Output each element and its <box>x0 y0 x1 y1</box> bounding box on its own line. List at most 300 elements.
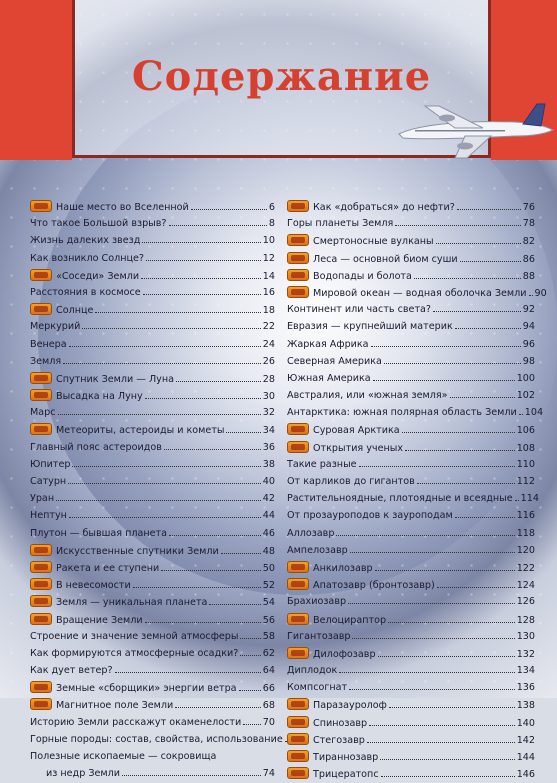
toc-entry-title: Тираннозавр <box>313 752 379 763</box>
dot-leader <box>369 725 515 726</box>
toc-entry-title: Дилофозавр <box>313 648 376 660</box>
dot-leader <box>175 707 261 708</box>
toc-entry[interactable] <box>30 525 275 542</box>
page-title: Содержание <box>131 53 432 100</box>
toc-page-number: 104 <box>524 407 544 419</box>
toc-entry-title: Как «добраться» до нефти? <box>313 202 455 213</box>
toc-entry[interactable] <box>287 421 535 438</box>
toc-entry-title: Земля — уникальная планета <box>56 597 208 609</box>
toc-entry-title: Магнитное поле Земли <box>56 700 174 712</box>
toc-entry[interactable] <box>287 215 535 232</box>
toc-entry-title: Открытия ученых <box>313 442 404 454</box>
toc-entry[interactable] <box>287 301 535 318</box>
dot-leader <box>457 209 521 210</box>
toc-page-number: 124 <box>516 580 535 592</box>
toc-entry-title: Стегозавр <box>313 734 365 746</box>
3d-badge-icon <box>30 698 52 710</box>
dot-leader <box>373 380 515 381</box>
toc-page-number: 94 <box>522 321 535 333</box>
toc-entry[interactable] <box>30 250 275 267</box>
dot-leader <box>145 622 261 623</box>
toc-page-number: 10 <box>262 235 275 247</box>
toc-page-number: 74 <box>262 768 275 780</box>
toc-entry[interactable] <box>30 576 275 593</box>
3d-badge-icon <box>287 561 309 573</box>
toc-page-number: 48 <box>262 545 275 557</box>
dot-leader <box>63 363 261 364</box>
toc-entry-title: Как дует ветер? <box>30 665 113 677</box>
toc-entry-title: Аллозавр <box>287 527 335 539</box>
toc-page-number: 120 <box>516 544 535 556</box>
toc-entry-title: Спутник Земли — Луна <box>56 373 174 385</box>
toc-entry-title: Плутон — бывшая планета <box>30 527 167 539</box>
3d-badge-icon <box>30 269 52 281</box>
toc-entry-title: Что такое Большой взрыв? <box>30 218 167 230</box>
toc-page-number: 36 <box>262 441 275 453</box>
toc-entry[interactable] <box>30 593 275 610</box>
toc-entry-title: «Соседи» Земли <box>56 270 140 282</box>
toc-page-number: 128 <box>516 614 535 626</box>
toc-entry-title: Паразауролоф <box>313 700 387 712</box>
toc-page-number: 132 <box>516 648 535 660</box>
toc-entry-title: Горы планеты Земля <box>287 218 394 230</box>
3d-badge-icon <box>287 698 309 710</box>
dot-leader <box>388 622 515 623</box>
toc-page-number: 26 <box>262 355 275 367</box>
toc-entry-title: Земля <box>30 355 62 367</box>
3d-badge-icon <box>287 252 309 264</box>
toc-entry-title: Вращение Земли <box>56 614 143 626</box>
dot-leader <box>436 243 521 244</box>
toc-entry[interactable] <box>30 662 275 679</box>
dot-leader <box>450 397 515 398</box>
dot-leader <box>433 311 521 312</box>
dot-leader <box>69 346 261 347</box>
3d-badge-icon <box>287 200 309 212</box>
toc-page-number: 24 <box>262 338 275 350</box>
dot-leader <box>161 570 261 571</box>
dot-leader <box>209 604 260 605</box>
toc-entry[interactable] <box>287 662 535 679</box>
dot-leader <box>133 587 261 588</box>
dot-leader <box>414 278 521 279</box>
dot-leader <box>221 553 261 554</box>
dot-leader <box>349 689 515 690</box>
toc-entry[interactable] <box>30 490 275 507</box>
toc-entry-title: Сатурн <box>30 476 67 487</box>
toc-entry-title: Трицератопс <box>313 769 379 781</box>
toc-page-number: 30 <box>262 391 275 403</box>
toc-entry-title: Диплодок <box>287 665 338 677</box>
dot-leader <box>115 672 261 673</box>
toc-page-number: 66 <box>262 683 275 695</box>
3d-badge-icon <box>30 561 52 573</box>
toc-entry-title: В невесомости <box>56 580 131 592</box>
3d-badge-icon <box>30 595 52 607</box>
toc-page-number: 122 <box>516 562 535 574</box>
toc-entry-title: Горные породы: состав, свойства, использование <box>30 733 283 745</box>
toc-entry[interactable] <box>30 267 275 284</box>
3d-badge-icon <box>287 441 309 453</box>
dot-leader <box>367 742 515 743</box>
dot-leader <box>58 414 261 415</box>
toc-entry-title: Юпитер <box>30 458 71 470</box>
toc-entry[interactable] <box>287 267 535 284</box>
dot-leader <box>336 535 514 536</box>
toc-page-number: 12 <box>262 252 275 264</box>
toc-entry-title: Земные «сборщики» энергии ветра <box>56 683 237 695</box>
dot-leader <box>380 759 514 760</box>
toc-page-number: 90 <box>534 287 547 299</box>
dot-leader <box>95 312 260 313</box>
3d-badge-icon <box>287 286 309 298</box>
toc-entry[interactable] <box>30 473 275 490</box>
toc-entry-title: Антарктика: южная полярная область Земли <box>287 407 517 419</box>
dot-leader <box>69 517 261 518</box>
dot-leader <box>142 242 260 243</box>
toc-entry-title: Главный пояс астероидов <box>30 441 162 453</box>
toc-entry[interactable] <box>287 404 544 421</box>
toc-page-number: 68 <box>262 700 275 712</box>
toc-entry[interactable] <box>30 456 275 473</box>
toc-entry-title: Венера <box>30 338 67 350</box>
toc-entry-title: Спинозавр <box>313 717 368 729</box>
toc-page-number: 112 <box>516 476 535 487</box>
toc-entry-title: Евразия — крупнейший материк <box>287 321 453 333</box>
toc-page-number: 62 <box>262 647 275 659</box>
dot-leader <box>460 261 521 262</box>
toc-page-number: 96 <box>522 338 535 350</box>
toc-entry[interactable] <box>30 714 275 731</box>
toc-entry-title: Жизнь далеких звезд <box>30 235 141 247</box>
toc-entry[interactable] <box>287 714 535 731</box>
toc-entry[interactable] <box>287 696 535 713</box>
toc-entry[interactable] <box>30 645 275 662</box>
toc-entry-title: Леса — основной биом суши <box>313 253 458 265</box>
dot-leader <box>191 209 267 210</box>
toc-page-number: 76 <box>522 202 535 213</box>
toc-page-number: 142 <box>516 734 535 746</box>
toc-entry-title: Как формируются атмосферные осадки? <box>30 647 239 659</box>
dot-leader <box>146 260 261 261</box>
toc-left-column <box>30 198 283 782</box>
3d-badge-icon <box>287 716 309 728</box>
dot-leader <box>226 432 260 433</box>
toc-entry[interactable] <box>287 318 535 335</box>
toc-entry-title: От прозауроподов к зауроподам <box>287 510 453 522</box>
toc-entry[interactable] <box>30 611 275 628</box>
toc-entry[interactable] <box>287 679 535 696</box>
toc-entry[interactable] <box>30 765 275 782</box>
dot-leader <box>56 500 261 501</box>
toc-page-number: 40 <box>262 476 275 487</box>
toc-page-number: 144 <box>516 752 535 763</box>
dot-leader <box>143 294 261 295</box>
toc-entry[interactable] <box>30 421 275 438</box>
toc-page-number: 138 <box>516 700 535 712</box>
toc-entry[interactable] <box>30 628 275 645</box>
toc-entry[interactable] <box>30 370 275 387</box>
dot-leader <box>402 432 515 433</box>
dot-leader <box>141 278 261 279</box>
toc-entry[interactable] <box>30 387 275 404</box>
toc-entry[interactable] <box>30 696 275 713</box>
dot-leader <box>169 225 267 226</box>
dot-leader <box>350 552 515 553</box>
dot-leader <box>240 638 260 639</box>
toc-entry[interactable] <box>287 507 535 524</box>
toc-page-number: 22 <box>262 321 275 333</box>
toc-page-number: 88 <box>522 270 535 282</box>
toc-entry[interactable] <box>287 370 535 387</box>
toc-entry-title: Гигантозавр <box>287 630 351 642</box>
dot-leader <box>455 517 515 518</box>
toc-entry[interactable] <box>287 490 539 507</box>
3d-badge-icon <box>30 578 52 590</box>
dot-leader <box>417 483 515 484</box>
toc-page-number: 108 <box>516 442 535 454</box>
toc-page-number: 86 <box>522 253 535 265</box>
toc-page-number: 50 <box>262 562 275 574</box>
toc-entry-title: из недр Земли <box>46 768 120 780</box>
3d-badge-icon <box>287 613 309 625</box>
toc-entry-title: Полезные ископаемые — сокровища <box>30 751 217 762</box>
toc-entry-title: Как возникло Солнце? <box>30 252 145 264</box>
toc-page-number: 102 <box>516 390 535 402</box>
toc-page-number: 16 <box>262 286 275 298</box>
toc-entry[interactable] <box>30 748 275 765</box>
toc-entry-title: Искусственные спутники Земли <box>56 545 219 557</box>
toc-entry[interactable] <box>30 542 275 559</box>
3d-badge-icon <box>30 423 52 435</box>
dot-leader <box>381 776 515 777</box>
toc-entry[interactable] <box>287 748 535 765</box>
3d-badge-icon <box>287 647 309 659</box>
3d-badge-icon <box>287 269 309 281</box>
toc-page-number: 18 <box>262 305 275 317</box>
dot-leader <box>122 775 261 776</box>
dot-leader <box>371 346 521 347</box>
toc-entry-title: Высадка на Луну <box>56 391 143 403</box>
toc-page-number: 110 <box>516 458 535 470</box>
toc-page-number: 130 <box>516 630 535 642</box>
toc-entry[interactable] <box>287 353 535 370</box>
toc-page-number: 118 <box>516 527 535 539</box>
toc-entry-title: Наше место во Вселенной <box>56 202 189 213</box>
3d-badge-icon <box>287 423 309 435</box>
toc-page-number: 98 <box>522 355 535 367</box>
toc-page-number: 42 <box>262 493 275 505</box>
3d-badge-icon <box>287 767 309 779</box>
3d-badge-icon <box>30 372 52 384</box>
toc-entry-title: Северная Америка <box>287 355 382 367</box>
dot-leader <box>240 655 260 656</box>
toc-entry-title: Расстояния в космосе <box>30 286 141 298</box>
toc-page-number: 32 <box>262 407 275 419</box>
toc-entry[interactable] <box>287 542 535 559</box>
toc-entry[interactable] <box>287 645 535 662</box>
toc-entry[interactable] <box>30 198 275 215</box>
toc-entry-title: Историю Земли расскажут окаменелости <box>30 716 242 728</box>
3d-badge-icon <box>287 578 309 590</box>
3d-badge-icon <box>30 303 52 315</box>
toc-entry[interactable] <box>30 284 275 301</box>
dot-leader <box>515 500 519 501</box>
toc-entry[interactable] <box>287 439 535 456</box>
toc-entry-title: Жаркая Африка <box>287 338 369 350</box>
toc-entry-title: Марс <box>30 407 56 419</box>
toc-page-number: 70 <box>262 716 275 728</box>
toc-entry[interactable] <box>30 301 275 318</box>
dot-leader <box>82 328 260 329</box>
toc-entry[interactable] <box>30 318 275 335</box>
toc-page-number: 44 <box>262 510 275 522</box>
toc-entry[interactable] <box>30 559 275 576</box>
dot-leader <box>384 363 521 364</box>
toc-entry[interactable] <box>30 232 275 249</box>
toc-entry-title: Уран <box>30 493 55 505</box>
toc-entry[interactable] <box>287 232 535 249</box>
dot-leader <box>437 587 515 588</box>
toc-entry[interactable] <box>30 679 275 696</box>
toc-entry[interactable] <box>287 198 535 215</box>
toc-entry[interactable] <box>30 353 275 370</box>
toc-entry[interactable] <box>287 336 535 353</box>
dot-leader <box>455 328 521 329</box>
dot-leader <box>176 381 261 382</box>
toc-entry-title: Австралия, или «южная земля» <box>287 390 448 402</box>
toc-entry-title: Брахиозавр <box>287 596 347 608</box>
toc-entry-title: Солнце <box>56 305 94 317</box>
toc-page-number: 34 <box>262 425 275 437</box>
dot-leader <box>68 483 261 484</box>
toc-entry[interactable] <box>287 611 535 628</box>
toc-entry[interactable] <box>30 215 275 232</box>
toc-page-number: 92 <box>522 304 535 316</box>
toc-entry-title: От карликов до гигантов <box>287 476 415 487</box>
dot-leader <box>378 656 515 657</box>
toc-entry-title: Меркурий <box>30 321 81 333</box>
dot-leader <box>395 225 520 226</box>
toc-page-number: 106 <box>516 425 535 437</box>
dot-leader <box>359 466 515 467</box>
toc-page-number: 54 <box>262 597 275 609</box>
toc-entry[interactable] <box>30 336 275 353</box>
toc-entry-title: Мировой океан — водная оболочка Земли <box>313 287 527 299</box>
toc-entry-title: Метеориты, астероиды и кометы <box>56 425 225 437</box>
toc-entry[interactable] <box>287 250 535 267</box>
3d-badge-icon <box>30 613 52 625</box>
toc-entry-title: Южная Америка <box>287 372 371 384</box>
toc-page-number: 64 <box>262 665 275 677</box>
toc-page-number: 8 <box>268 218 275 230</box>
toc-page-number: 146 <box>516 769 535 781</box>
toc-entry[interactable] <box>287 284 547 301</box>
red-band-left <box>0 0 72 160</box>
dot-leader <box>389 707 515 708</box>
toc-page-number: 6 <box>268 202 275 213</box>
dot-leader <box>72 466 260 467</box>
toc-entry[interactable] <box>287 628 535 645</box>
toc-entry-title: Велоцираптор <box>313 614 387 626</box>
dot-leader <box>339 672 514 673</box>
3d-badge-icon <box>287 234 309 246</box>
toc-page-number: 14 <box>262 270 275 282</box>
toc-entry-title: Смертоносные вулканы <box>313 236 434 248</box>
toc-right-column <box>287 198 547 782</box>
toc-entry[interactable] <box>287 525 535 542</box>
dot-leader <box>348 603 515 604</box>
toc-entry-title: Континент или часть света? <box>287 304 432 316</box>
toc-entry-title: Апатозавр (бронтозавр) <box>313 580 435 592</box>
airplane-icon <box>395 98 557 162</box>
toc-entry-title: Суровая Арктика <box>313 425 400 437</box>
toc-entry[interactable] <box>287 559 535 576</box>
toc-entry[interactable] <box>287 593 535 610</box>
toc-entry-title: Водопады и болота <box>313 270 412 282</box>
dot-leader <box>243 724 261 725</box>
toc-entry-title: Ампелозавр <box>287 544 348 556</box>
toc-entry-title: Растительноядные, плотоядные и всеядные <box>287 493 513 505</box>
toc-page-number: 58 <box>262 630 275 642</box>
dot-leader <box>169 535 261 536</box>
3d-badge-icon <box>30 544 52 556</box>
toc-entry[interactable] <box>287 765 535 782</box>
dot-leader <box>352 638 514 639</box>
toc-page-number: 52 <box>262 580 275 592</box>
toc-page-number: 100 <box>516 372 535 384</box>
toc-entry-title: Нептун <box>30 510 67 522</box>
toc-page-number: 82 <box>522 236 535 248</box>
dot-leader <box>405 450 515 451</box>
3d-badge-icon <box>30 200 52 212</box>
toc-page-number: 38 <box>262 458 275 470</box>
toc-page-number: 140 <box>516 717 535 729</box>
toc-page-number: 28 <box>262 373 275 385</box>
toc-entry[interactable] <box>287 473 535 490</box>
dot-leader <box>164 449 261 450</box>
toc-page-number: 126 <box>516 596 535 608</box>
toc-entry-title: Такие разные <box>287 458 357 470</box>
3d-badge-icon <box>287 750 309 762</box>
3d-badge-icon <box>30 681 52 693</box>
3d-badge-icon <box>287 733 309 745</box>
3d-badge-icon <box>30 389 52 401</box>
toc-entry[interactable] <box>287 576 535 593</box>
dot-leader <box>375 570 515 571</box>
toc-entry[interactable] <box>287 731 535 748</box>
dot-leader <box>145 398 261 399</box>
toc-entry[interactable] <box>287 387 535 404</box>
toc-entry-title: Ракета и ее ступени <box>56 562 160 574</box>
toc-entry[interactable] <box>287 456 535 473</box>
toc-entry[interactable] <box>30 404 275 421</box>
toc-page-number: 136 <box>516 682 535 694</box>
toc-page-number: 56 <box>262 614 275 626</box>
dot-leader <box>239 690 261 691</box>
toc-page-number: 116 <box>516 510 535 522</box>
toc-entry-title: Компсогнат <box>287 682 348 694</box>
toc-page-number: 78 <box>522 218 535 230</box>
dot-leader <box>519 414 523 415</box>
toc-page-number: 46 <box>262 527 275 539</box>
toc-page-number: 134 <box>516 665 535 677</box>
toc-entry[interactable] <box>30 439 275 456</box>
toc-entry[interactable] <box>30 731 283 748</box>
toc-entry-title: Анкилозавр <box>313 562 373 574</box>
toc-entry[interactable] <box>30 507 275 524</box>
dot-leader <box>529 295 533 296</box>
